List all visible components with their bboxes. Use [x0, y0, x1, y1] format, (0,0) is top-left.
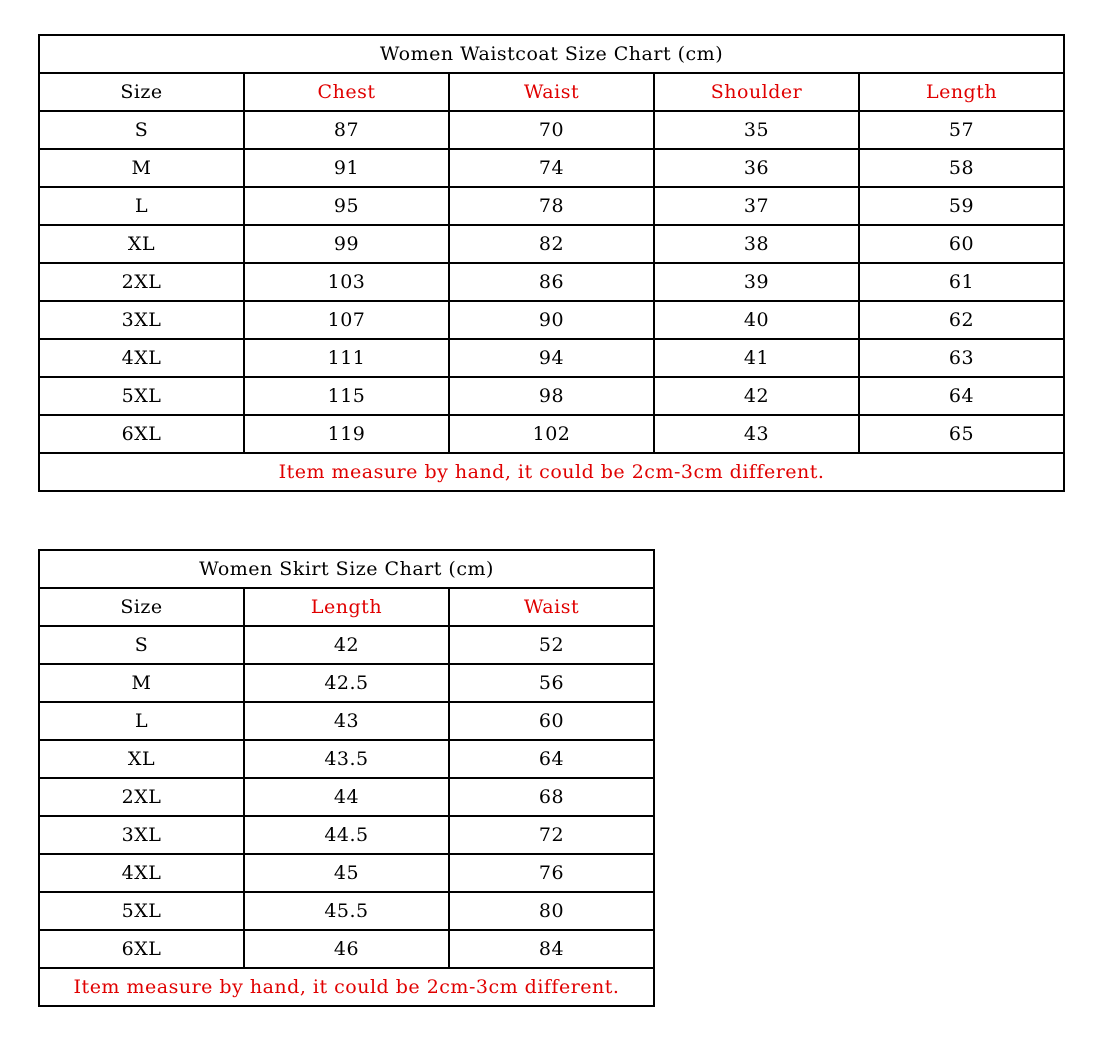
skirt-size-cell: 6XL — [39, 930, 244, 968]
skirt-header-length: Length — [244, 588, 449, 626]
skirt-table-row — [39, 778, 654, 816]
skirt-measure-cell: 46 — [244, 930, 449, 968]
skirt-table-row — [39, 664, 654, 702]
skirt-measure-cell: 42.5 — [244, 664, 449, 702]
skirt-measure-cell: 42 — [244, 626, 449, 664]
waistcoat-table-body — [39, 35, 1064, 491]
waistcoat-measure-cell: 58 — [859, 149, 1064, 187]
waistcoat-table-row — [39, 339, 1064, 377]
waistcoat-measure-cell: 90 — [449, 301, 654, 339]
waistcoat-measure-cell: 95 — [244, 187, 449, 225]
skirt-measure-cell: 84 — [449, 930, 654, 968]
waistcoat-table-row — [39, 301, 1064, 339]
waistcoat-measure-cell: 38 — [654, 225, 859, 263]
skirt-measure-cell: 64 — [449, 740, 654, 778]
waistcoat-measure-cell: 59 — [859, 187, 1064, 225]
skirt-note-row — [39, 968, 654, 1006]
waistcoat-measure-cell: 37 — [654, 187, 859, 225]
waistcoat-measure-cell: 70 — [449, 111, 654, 149]
waistcoat-size-cell: 5XL — [39, 377, 244, 415]
waistcoat-measure-cell: 102 — [449, 415, 654, 453]
skirt-measure-cell: 80 — [449, 892, 654, 930]
skirt-header-row — [39, 588, 654, 626]
waistcoat-measure-cell: 82 — [449, 225, 654, 263]
waistcoat-size-cell: 2XL — [39, 263, 244, 301]
skirt-size-cell: M — [39, 664, 244, 702]
waistcoat-measure-cell: 107 — [244, 301, 449, 339]
skirt-table-row — [39, 892, 654, 930]
waistcoat-header-waist: Waist — [449, 73, 654, 111]
skirt-measure-cell: 72 — [449, 816, 654, 854]
skirt-size-cell: 3XL — [39, 816, 244, 854]
waistcoat-measure-cell: 42 — [654, 377, 859, 415]
skirt-title-row — [39, 550, 654, 588]
waistcoat-measure-cell: 86 — [449, 263, 654, 301]
waistcoat-header-shoulder: Shoulder — [654, 73, 859, 111]
waistcoat-title-row — [39, 35, 1064, 73]
waistcoat-size-cell: 6XL — [39, 415, 244, 453]
skirt-measure-cell: 44 — [244, 778, 449, 816]
waistcoat-size-cell: 3XL — [39, 301, 244, 339]
waistcoat-header-size: Size — [39, 73, 244, 111]
waistcoat-measure-cell: 78 — [449, 187, 654, 225]
skirt-table-row — [39, 854, 654, 892]
skirt-size-table — [38, 549, 655, 1007]
waistcoat-size-cell: L — [39, 187, 244, 225]
waistcoat-measure-cell: 99 — [244, 225, 449, 263]
waistcoat-table-row — [39, 149, 1064, 187]
waistcoat-measure-cell: 60 — [859, 225, 1064, 263]
skirt-table-row — [39, 702, 654, 740]
waistcoat-measure-cell: 111 — [244, 339, 449, 377]
skirt-table-row — [39, 930, 654, 968]
waistcoat-measure-cell: 98 — [449, 377, 654, 415]
waistcoat-table-row — [39, 377, 1064, 415]
waistcoat-measure-cell: 41 — [654, 339, 859, 377]
skirt-header-size: Size — [39, 588, 244, 626]
waistcoat-measure-cell: 87 — [244, 111, 449, 149]
waistcoat-size-cell: 4XL — [39, 339, 244, 377]
waistcoat-measure-cell: 40 — [654, 301, 859, 339]
skirt-size-cell: S — [39, 626, 244, 664]
waistcoat-measure-cell: 35 — [654, 111, 859, 149]
waistcoat-measure-cell: 43 — [654, 415, 859, 453]
skirt-header-waist: Waist — [449, 588, 654, 626]
skirt-table-body — [39, 550, 654, 1006]
skirt-table-row — [39, 740, 654, 778]
waistcoat-measure-cell: 39 — [654, 263, 859, 301]
skirt-size-cell: 2XL — [39, 778, 244, 816]
waistcoat-header-row — [39, 73, 1064, 111]
waistcoat-size-cell: M — [39, 149, 244, 187]
skirt-measure-cell: 68 — [449, 778, 654, 816]
waistcoat-note-row — [39, 453, 1064, 491]
skirt-measure-cell: 76 — [449, 854, 654, 892]
skirt-measure-cell: 44.5 — [244, 816, 449, 854]
waistcoat-measure-cell: 57 — [859, 111, 1064, 149]
skirt-measure-cell: 45 — [244, 854, 449, 892]
waistcoat-measure-cell: 61 — [859, 263, 1064, 301]
skirt-table-title: Women Skirt Size Chart (cm) — [39, 550, 654, 588]
waistcoat-measure-cell: 115 — [244, 377, 449, 415]
waistcoat-measure-cell: 65 — [859, 415, 1064, 453]
waistcoat-measure-cell: 63 — [859, 339, 1064, 377]
waistcoat-measure-cell: 91 — [244, 149, 449, 187]
skirt-table-row — [39, 816, 654, 854]
waistcoat-measure-cell: 62 — [859, 301, 1064, 339]
skirt-size-cell: 5XL — [39, 892, 244, 930]
waistcoat-measure-cell: 64 — [859, 377, 1064, 415]
waistcoat-measure-cell: 36 — [654, 149, 859, 187]
waistcoat-measure-cell: 103 — [244, 263, 449, 301]
waistcoat-measure-cell: 74 — [449, 149, 654, 187]
skirt-measurement-note: Item measure by hand, it could be 2cm-3cm different. — [39, 968, 654, 1006]
waistcoat-size-cell: XL — [39, 225, 244, 263]
waistcoat-measure-cell: 119 — [244, 415, 449, 453]
waistcoat-table-row — [39, 225, 1064, 263]
skirt-measure-cell: 56 — [449, 664, 654, 702]
waistcoat-table-row — [39, 187, 1064, 225]
skirt-size-cell: XL — [39, 740, 244, 778]
waistcoat-table-row — [39, 415, 1064, 453]
skirt-measure-cell: 43.5 — [244, 740, 449, 778]
waistcoat-size-cell: S — [39, 111, 244, 149]
skirt-table-row — [39, 626, 654, 664]
skirt-measure-cell: 60 — [449, 702, 654, 740]
skirt-measure-cell: 52 — [449, 626, 654, 664]
waistcoat-measure-cell: 94 — [449, 339, 654, 377]
skirt-measure-cell: 45.5 — [244, 892, 449, 930]
waistcoat-measurement-note: Item measure by hand, it could be 2cm-3cm different. — [39, 453, 1064, 491]
skirt-measure-cell: 43 — [244, 702, 449, 740]
waistcoat-header-chest: Chest — [244, 73, 449, 111]
waistcoat-table-title: Women Waistcoat Size Chart (cm) — [39, 35, 1064, 73]
waistcoat-table-row — [39, 263, 1064, 301]
skirt-size-cell: L — [39, 702, 244, 740]
waistcoat-table-row — [39, 111, 1064, 149]
waistcoat-size-table — [38, 34, 1065, 492]
skirt-size-cell: 4XL — [39, 854, 244, 892]
waistcoat-header-length: Length — [859, 73, 1064, 111]
